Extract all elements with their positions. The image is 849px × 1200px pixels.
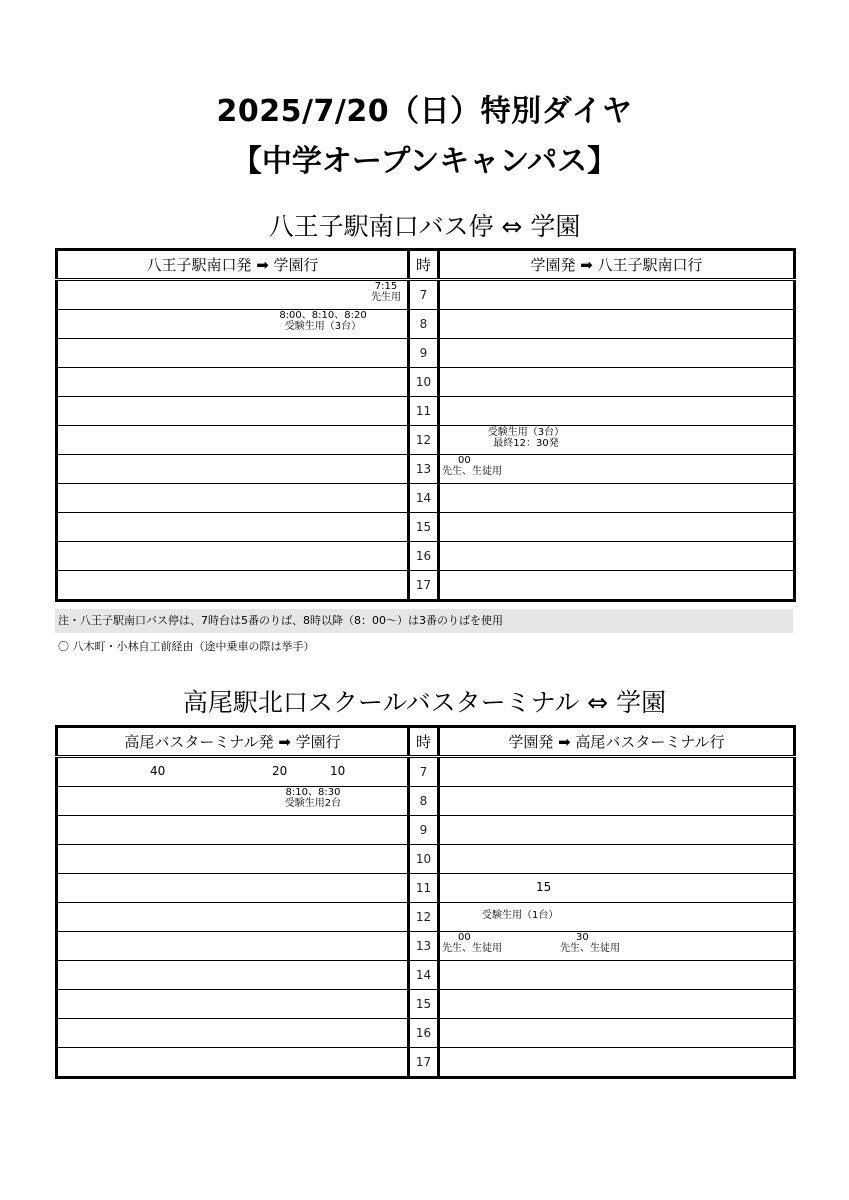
departure-note: 受験生用（3台） [284, 320, 362, 332]
hour-label: 17 [409, 571, 439, 601]
table-row [57, 542, 795, 571]
hour-label: 9 [409, 339, 439, 368]
table-row [57, 1048, 795, 1078]
departure-time: 00 [458, 455, 471, 466]
table-row [57, 310, 795, 339]
route2-outbound-cell-7 [57, 757, 409, 787]
hour-label: 8 [409, 310, 439, 339]
departure-note: 受験生用（3台） [487, 427, 565, 438]
table-row [57, 845, 795, 874]
table-row [57, 339, 795, 368]
hour-label: 9 [409, 816, 439, 845]
table-row [57, 571, 795, 601]
departure-note: 受験生用2台 [284, 797, 342, 809]
table-row [57, 816, 795, 845]
hour-label: 13 [409, 455, 439, 484]
table-row [57, 757, 795, 787]
route1-return-cell-8 [439, 310, 795, 339]
table-row [57, 426, 795, 455]
table-row [57, 961, 795, 990]
route2-title: 高尾駅北口スクールバスターミナル ⇔ 学園 [182, 688, 667, 717]
route2-header-return: 学園発 ➡ 高尾バスターミナル行 [439, 727, 795, 757]
route1-timetable [55, 248, 796, 602]
route1-return-cell-12 [439, 426, 795, 455]
hour-label: 16 [409, 1019, 439, 1048]
departure-time: 30 [576, 932, 589, 943]
route1-outbound-cell-8 [57, 310, 409, 339]
hour-label: 10 [409, 845, 439, 874]
departure-time: 10 [330, 764, 346, 778]
table-row [57, 484, 795, 513]
departure-note: 先生、生徒用 [442, 942, 502, 954]
hour-label: 11 [409, 874, 439, 903]
hour-label: 12 [409, 426, 439, 455]
page-subtitle: 【中学オープンキャンパス】 [231, 144, 618, 179]
route-note: 〇 八木町・小林自工前経由（途中乗車の際は挙手） [58, 640, 315, 653]
departure-note: 先生用 [371, 291, 401, 303]
route1-title: 八王子駅南口バス停 ⇔ 学園 [268, 212, 581, 241]
departure-time: 7:15 [374, 281, 398, 292]
hour-label: 7 [409, 757, 439, 787]
table-row [57, 397, 795, 426]
departure-note: 受験生用（1台） [482, 910, 559, 921]
route2-header-outbound: 高尾バスターミナル発 ➡ 学園行 [57, 727, 409, 757]
hour-label: 7 [409, 280, 439, 310]
route2-return-cell-13 [439, 932, 795, 961]
page-title: 2025/7/20（日）特別ダイヤ [216, 94, 633, 129]
hour-label: 15 [409, 990, 439, 1019]
hour-label: 8 [409, 787, 439, 816]
route1-return-cell-13 [439, 455, 795, 484]
table-row [57, 903, 795, 932]
route1-header-outbound: 八王子駅南口発 ➡ 学園行 [57, 250, 409, 280]
table-row [57, 513, 795, 542]
departure-time: 00 [458, 932, 471, 943]
boarding-note: 注・八王子駅南口バス停は、7時台は5番のりば、8時以降（8：00～）は3番のりばを使用 [55, 609, 793, 633]
hour-label: 14 [409, 484, 439, 513]
departure-time: 15 [536, 880, 552, 894]
table-row [57, 280, 795, 310]
table-row [57, 787, 795, 816]
table-row [57, 990, 795, 1019]
table-row [57, 455, 795, 484]
hour-label: 16 [409, 542, 439, 571]
route1-header-hour: 時 [409, 250, 439, 280]
departure-note: 先生、生徒用 [442, 465, 502, 477]
table-row [57, 874, 795, 903]
hour-label: 10 [409, 368, 439, 397]
departure-time: 8:10、8:30 [285, 787, 341, 798]
route2-header-hour: 時 [409, 727, 439, 757]
hour-label: 17 [409, 1048, 439, 1078]
hour-label: 15 [409, 513, 439, 542]
departure-time: 8:00、8:10、8:20 [279, 310, 367, 321]
hour-label: 13 [409, 932, 439, 961]
hour-label: 11 [409, 397, 439, 426]
table-row [57, 932, 795, 961]
route1-header-return: 学園発 ➡ 八王子駅南口行 [439, 250, 795, 280]
hour-label: 14 [409, 961, 439, 990]
table-row [57, 368, 795, 397]
departure-note: 先生、生徒用 [560, 942, 620, 954]
route2-return-cell-11 [439, 874, 795, 903]
route2-outbound-cell-8 [57, 787, 409, 816]
departure-time: 40 [150, 764, 166, 778]
table-row [57, 1019, 795, 1048]
departure-note: 最終12：30発 [493, 437, 559, 449]
route1-outbound-cell-7 [57, 280, 409, 310]
route1-return-cell-7 [439, 280, 795, 310]
hour-label: 12 [409, 903, 439, 932]
departure-time: 20 [272, 764, 288, 778]
route2-return-cell-12 [439, 903, 795, 932]
route2-timetable [55, 725, 796, 1079]
